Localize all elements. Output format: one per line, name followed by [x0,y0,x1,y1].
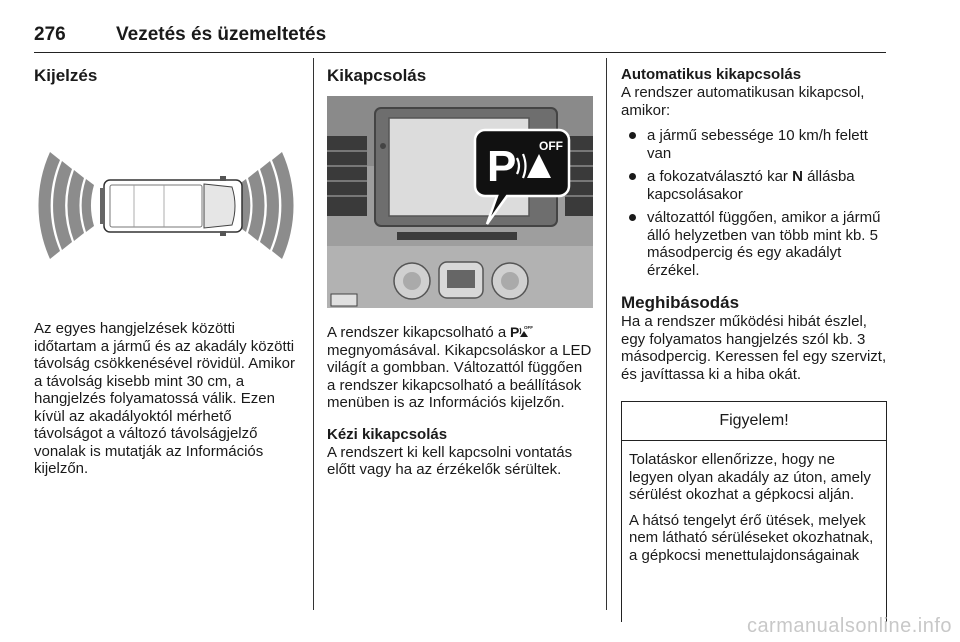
fault-paragraph: Ha a rendszer működési hibát észlel, egy folyamatos hangjelzés szól kb. 3 másodpercig. Keressen fel egy szervizt, és javíttassa ki a hiba okát. [621,313,887,383]
display-paragraph: Az egyes hangjelzések közötti időtartam a jármű és az akadály közötti távolság csökkenésével rövidül. Amikor a távolság kisebb mint 30 cm, a hangjelzés folyamatossá válik. Ezen kívül az akadályoktól mérhető távolságot a változó távolságjelző vonalak is mutatják az Információs kijelzőn. [34,320,295,477]
control-strip [397,232,517,240]
park-assist-off-icon [510,324,534,340]
switch-off-paragraph-end: megnyomásával. Kikapcsoláskor a LED világít a gombban. Változattól függően a rendszer kikapcsolható a beállítások menüben is az Információs kijelzőn. [327,341,592,411]
column-display [34,58,298,477]
dashboard-photo [327,96,593,308]
heading-display: Kijelzés [34,66,98,85]
manual-switch-off-paragraph: A rendszert ki kell kapcsolni vontatás előtt vagy ha az érzékelők sérültek. [327,443,573,478]
warning-title: Figyelem! [622,402,886,441]
climate-knobs [394,262,528,299]
auto-switch-off-intro: A rendszer automatikusan kikapcsol, amikor: [621,84,865,119]
switch-off-paragraph-start: A rendszer kikapcsolható a [327,324,507,341]
svg-text:P: P [487,142,517,191]
gear-position-n: N [792,168,803,185]
heading-manual-switch-off: Kézi kikapcsolás [327,425,448,443]
parking-sensor-illustration [34,138,298,273]
left-air-vent [327,136,367,216]
svg-text:OFF: OFF [524,325,534,330]
heading-fault: Meghibásodás [621,293,740,312]
bullet-dot [629,214,636,221]
warning-paragraph: A hátsó tengelyt érő ütések, melyek nem látható sérüléseket okozhatnak, a gépkocsi menettulajdonságainak [629,511,874,564]
svg-text:P: P [510,324,520,340]
front-sensor-arcs [238,152,294,259]
rear-sensor-arcs [38,152,94,259]
svg-text:OFF: OFF [539,139,563,153]
page-header [34,22,886,53]
auto-switch-off-conditions [621,127,887,279]
watermark: carmanualsonline.info [746,615,952,637]
column-auto-switch-off [621,58,887,564]
column-switch-off [327,58,593,478]
column-divider [606,58,607,610]
page-number: 276 [34,24,66,45]
list-item: a fokozatválasztó kar N állásba kapcsolásakor [621,168,887,203]
van-top-view [100,176,242,236]
bullet-dot [629,173,636,180]
running-title: Vezetés és üzemeltetés [116,24,327,45]
bullet-dot [629,132,636,139]
list-item: a jármű sebessége 10 km/h felett van [621,127,887,162]
warning-box [621,401,887,622]
heading-auto-switch-off: Automatikus kikapcsolás [621,66,802,83]
warning-paragraph: Tolatáskor ellenőrizze, hogy ne legyen olyan akadály az úton, amely sérülést okozhat a gépkocsi alján. [629,451,871,503]
column-divider [313,58,314,610]
heading-switch-off: Kikapcsolás [327,66,427,85]
list-item: változattól függően, amikor a jármű álló helyzetben van több mint kb. 5 másodpercig és egy akadályt érzékel. [621,209,887,279]
